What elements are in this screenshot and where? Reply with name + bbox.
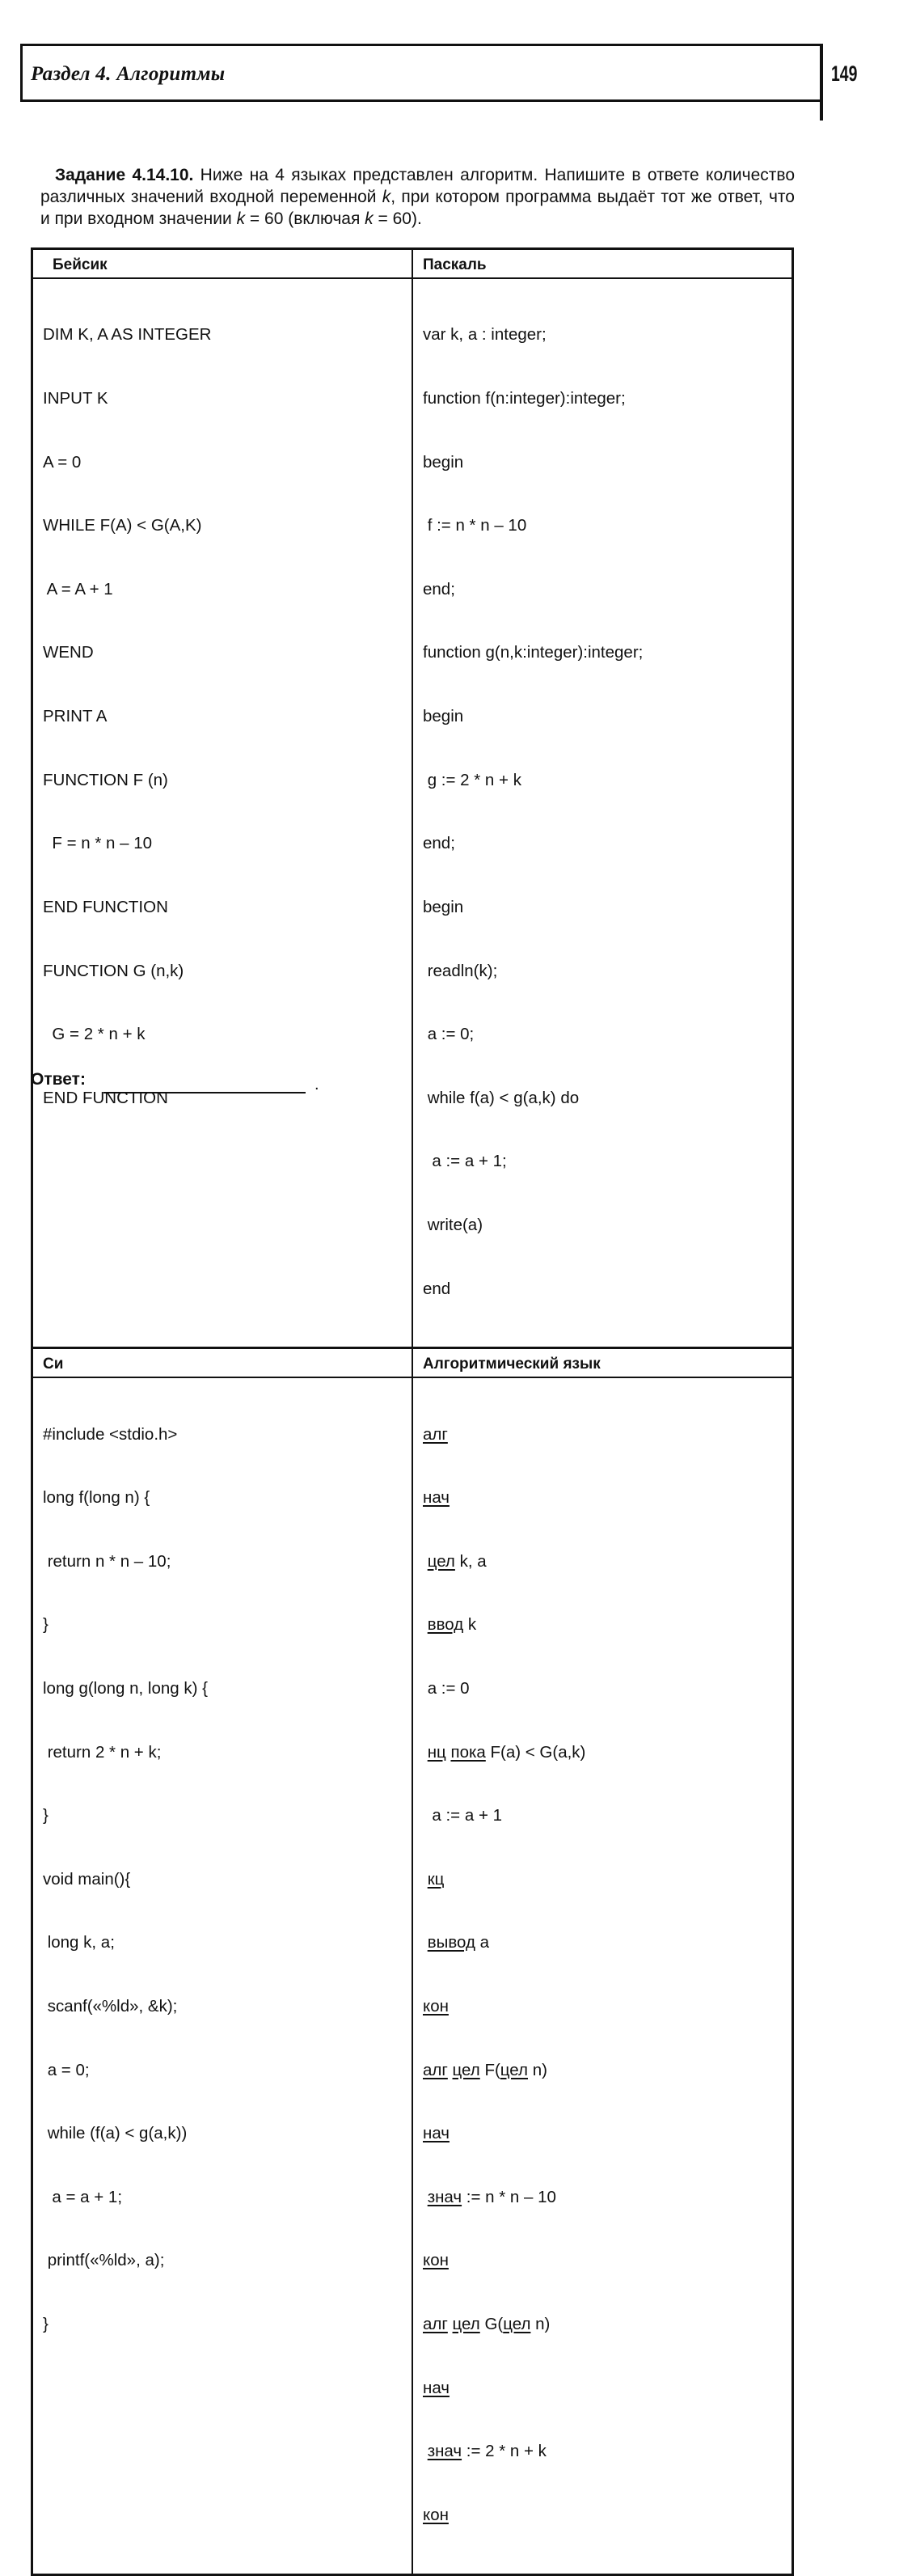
code-line: end;: [423, 834, 455, 853]
pascal-code: [413, 279, 791, 1347]
code-line: FUNCTION G (n,k): [43, 961, 184, 980]
task-statement: [40, 164, 795, 230]
keyword: нач: [423, 2378, 450, 2397]
keyword: ввод: [427, 1615, 464, 1635]
code-line: FUNCTION F (n): [43, 770, 168, 789]
code-line: [423, 1996, 791, 2017]
keyword: вывод: [427, 1933, 475, 1952]
keyword: кон: [423, 2251, 449, 2270]
code-line: a = a + 1;: [43, 2187, 123, 2206]
answer-dot: .: [314, 1076, 319, 1093]
code-line: long f(long n) {: [43, 1488, 150, 1508]
code-line: [423, 1932, 791, 1953]
code-line: WEND: [43, 643, 94, 662]
code-line: a = 0;: [43, 2060, 90, 2079]
task-id: Задание 4.14.10.: [55, 166, 194, 184]
task-text-1: Ниже на 4 языках представлен алгоритм. Напишите в ответе количество различных значений входной переменной: [40, 166, 795, 206]
basic-code: [33, 279, 413, 1347]
code-line: [423, 2378, 791, 2399]
code-line: [423, 2314, 791, 2335]
code-line: f := n * n – 10: [423, 516, 527, 535]
header-vertical-rule: [820, 44, 823, 121]
algo-header: Алгоритмический язык: [413, 1349, 791, 1378]
code-text: := n * n – 10: [462, 2187, 556, 2206]
code-line: [423, 1551, 791, 1572]
table-code-row: [33, 1378, 791, 2573]
keyword: алг: [423, 2060, 448, 2079]
section-title: Раздел 4. Алгоритмы: [31, 63, 226, 85]
keyword: цел: [452, 2315, 480, 2334]
keyword: цел: [427, 1551, 455, 1571]
keyword: знач: [427, 2442, 462, 2461]
code-text: F(: [479, 2060, 500, 2079]
task-text-3: = 60 (включая: [245, 209, 365, 228]
code-line: while f(a) < g(a,k) do: [423, 1088, 580, 1107]
task-var-k: k: [236, 209, 246, 228]
code-text: F(a) < G(a,k): [485, 1742, 586, 1762]
code-line: }: [43, 1806, 49, 1825]
code-line: [423, 1805, 791, 1826]
code-text: k, a: [454, 1551, 487, 1571]
code-line: [423, 2441, 791, 2462]
code-line: return n * n – 10;: [43, 1551, 171, 1571]
code-line: g := 2 * n + k: [423, 770, 521, 789]
basic-header: Бейсик: [33, 250, 413, 279]
code-line: }: [43, 1615, 49, 1635]
code-line: [423, 2250, 791, 2271]
task-text-4: = 60).: [373, 209, 422, 228]
c-code: [33, 1378, 413, 2573]
keyword: нц: [427, 1742, 446, 1762]
code-line: A = A + 1: [43, 579, 113, 599]
code-line: begin: [423, 452, 464, 472]
code-line: a := 0;: [423, 1025, 475, 1044]
task-var-k: k: [382, 188, 391, 206]
answer-blank-line[interactable]: [103, 1092, 306, 1093]
code-line: write(a): [423, 1215, 483, 1234]
table-code-row: [33, 279, 791, 1347]
code-text: a := a + 1: [423, 1806, 503, 1825]
code-table: [31, 247, 794, 2576]
algo-code: [413, 1378, 791, 2573]
code-text: k: [463, 1615, 477, 1635]
keyword: алг: [423, 1424, 448, 1444]
code-text: a := 0: [423, 1679, 470, 1698]
code-line: begin: [423, 707, 464, 726]
code-line: WHILE F(A) < G(A,K): [43, 516, 202, 535]
code-line: #include <stdio.h>: [43, 1424, 178, 1444]
code-line: begin: [423, 897, 464, 916]
code-line: [423, 1424, 791, 1445]
keyword: цел: [452, 2060, 480, 2079]
pascal-header: Паскаль: [413, 250, 791, 279]
keyword: пока: [450, 1742, 486, 1762]
table-header-row: [33, 250, 791, 279]
code-line: readln(k);: [423, 961, 498, 980]
code-text: n): [528, 2060, 547, 2079]
c-header: Си: [33, 1349, 413, 1378]
keyword: кон: [423, 1997, 449, 2016]
code-line: DIM K, A AS INTEGER: [43, 325, 212, 345]
code-line: printf(«%ld», a);: [43, 2251, 165, 2270]
keyword: алг: [423, 2315, 448, 2334]
code-line: [423, 1742, 791, 1763]
code-line: F = n * n – 10: [43, 834, 153, 853]
code-line: scanf(«%ld», &k);: [43, 1997, 178, 2016]
code-line: long k, a;: [43, 1933, 115, 1952]
code-line: END FUNCTION: [43, 897, 168, 916]
code-line: var k, a : integer;: [423, 325, 547, 345]
keyword: цел: [500, 2060, 528, 2079]
code-text: G(: [479, 2315, 504, 2334]
code-line: function g(n,k:integer):integer;: [423, 643, 644, 662]
code-line: end;: [423, 579, 455, 599]
code-line: [423, 2187, 791, 2208]
code-line: [423, 1487, 791, 1508]
code-text: a: [475, 1933, 490, 1952]
code-line: }: [43, 2315, 49, 2334]
task-text-2: , при котором программа выдаёт тот же ответ, что и при входном значении: [40, 188, 795, 228]
code-line: G = 2 * n + k: [43, 1025, 146, 1044]
keyword: цел: [503, 2315, 531, 2334]
task-var-k: k: [365, 209, 374, 228]
table-header-row: [33, 1347, 791, 1378]
code-line: A = 0: [43, 452, 82, 472]
code-line: long g(long n, long k) {: [43, 1679, 208, 1698]
code-line: [423, 1614, 791, 1635]
code-line: END FUNCTION: [43, 1088, 168, 1107]
code-line: [423, 2505, 791, 2526]
code-line: [423, 2123, 791, 2144]
page-number: 149: [831, 61, 858, 86]
keyword: знач: [427, 2187, 462, 2206]
code-text: n): [530, 2315, 551, 2334]
code-line: [423, 1869, 791, 1890]
keyword: кон: [423, 2505, 449, 2524]
code-line: [423, 2060, 791, 2081]
code-line: a := a + 1;: [423, 1152, 507, 1171]
keyword: нач: [423, 1488, 450, 1508]
answer-label: Ответ:: [31, 1070, 86, 1089]
keyword: кц: [427, 1869, 445, 1889]
code-text: := 2 * n + k: [462, 2442, 547, 2461]
code-line: while (f(a) < g(a,k)): [43, 2124, 188, 2143]
code-line: PRINT A: [43, 707, 108, 726]
code-line: void main(){: [43, 1869, 131, 1889]
keyword: нач: [423, 2124, 450, 2143]
code-line: end: [423, 1279, 451, 1298]
code-line: return 2 * n + k;: [43, 1742, 162, 1762]
code-line: [423, 1678, 791, 1699]
code-line: INPUT K: [43, 389, 108, 408]
code-line: function f(n:integer):integer;: [423, 389, 626, 408]
